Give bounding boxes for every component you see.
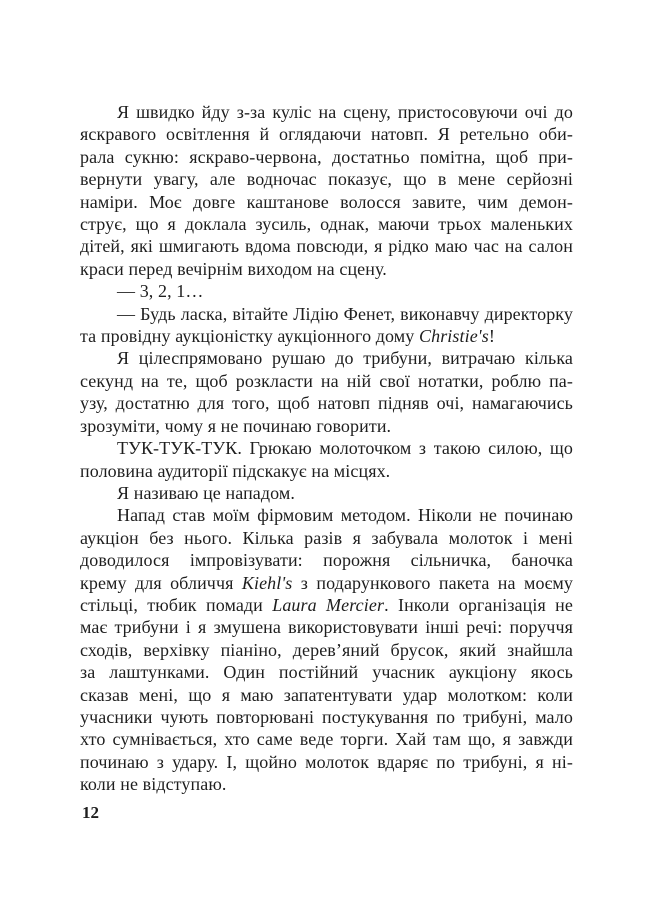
text-line: крему для обличчя Kiehl's з подарункового пакета на моєму <box>80 572 573 593</box>
text-line: доводилося імпровізувати: порожня сільничка, баночка <box>80 550 573 571</box>
text-line: сказав мені, що я маю запатентувати удар молотком: коли <box>80 684 573 705</box>
text-line: Я називаю це нападом. <box>117 482 296 503</box>
text-line: аукціон без нього. Кілька разів я забувала молоток і мені <box>80 527 573 548</box>
paragraph <box>80 504 573 795</box>
paragraph <box>80 482 573 504</box>
text-line: сходів, верхівку піаніно, дерев’яний брусок, який знайшла <box>80 639 573 660</box>
text-line: та провідну аукціоністку аукціонного дому Christie's! <box>80 326 495 347</box>
text-line: коли не відступаю. <box>80 774 227 795</box>
text-line: Я швидко йду з-за куліс на сцену, пристосовуючи очі до <box>117 102 573 122</box>
text-line: дітей, які шмигають вдома повсюди, я рідко маю час на салон <box>80 236 573 257</box>
text-line: узу, достатню для того, щоб натовп підняв очі, намагаючись <box>80 393 573 414</box>
text-line: має трибуни і я змушена використовувати інші речі: поруччя <box>80 617 573 638</box>
page-number: 12 <box>82 803 99 822</box>
text-line: стільці, тюбик помади Laura Mercier. Інколи організація не <box>80 594 573 615</box>
text-line: за лаштунками. Один постійний учасник аукціону якось <box>80 662 573 683</box>
text-line: Напад став моїм фірмовим методом. Ніколи не починаю <box>117 505 573 526</box>
paragraph <box>80 303 573 348</box>
paragraph <box>80 280 573 302</box>
text-line: — Будь ласка, вітайте Лідію Фенет, виконавчу директорку <box>117 303 573 324</box>
text-line: учасники чують повторювані постукування по трибуні, мало <box>80 706 573 727</box>
paragraph <box>80 437 573 482</box>
text-line: струє, що я доклала зусиль, однак, маючи трьох маленьких <box>80 214 573 235</box>
text-line: рала сукню: яскраво-червона, достатньо помітна, щоб при- <box>80 146 573 167</box>
text-line: наміри. Моє довге каштанове волосся завите, чим демон- <box>80 191 573 212</box>
text-line: починаю з удару. І, щойно молоток вдаряє по трибуні, я ні- <box>80 751 573 772</box>
page-text-block <box>80 101 573 796</box>
text-line: яскравого освітлення й оглядаючи натовп. Я ретельно оби- <box>80 124 573 145</box>
text-line: краси перед вечірнім виходом на сцену. <box>80 258 387 279</box>
text-line: секунд на те, щоб розкласти на ній свої нотатки, роблю па- <box>80 370 573 391</box>
text-line: — 3, 2, 1… <box>117 281 204 302</box>
text-line: Я цілеспрямовано рушаю до трибуни, витрачаю кілька <box>117 348 573 369</box>
text-line: хто сумнівається, хто саме веде торги. Хай там що, я завжди <box>80 729 573 750</box>
text-line: ТУК-ТУК-ТУК. Грюкаю молоточком з такою силою, що <box>117 438 573 459</box>
paragraph <box>80 101 573 280</box>
paragraph <box>80 347 573 437</box>
text-line: вернути увагу, але водночас показує, що в мене серйозні <box>80 169 573 190</box>
text-line: половина аудиторії підскакує на місцях. <box>80 460 391 481</box>
text-line: зрозуміти, чому я не починаю говорити. <box>80 415 392 436</box>
